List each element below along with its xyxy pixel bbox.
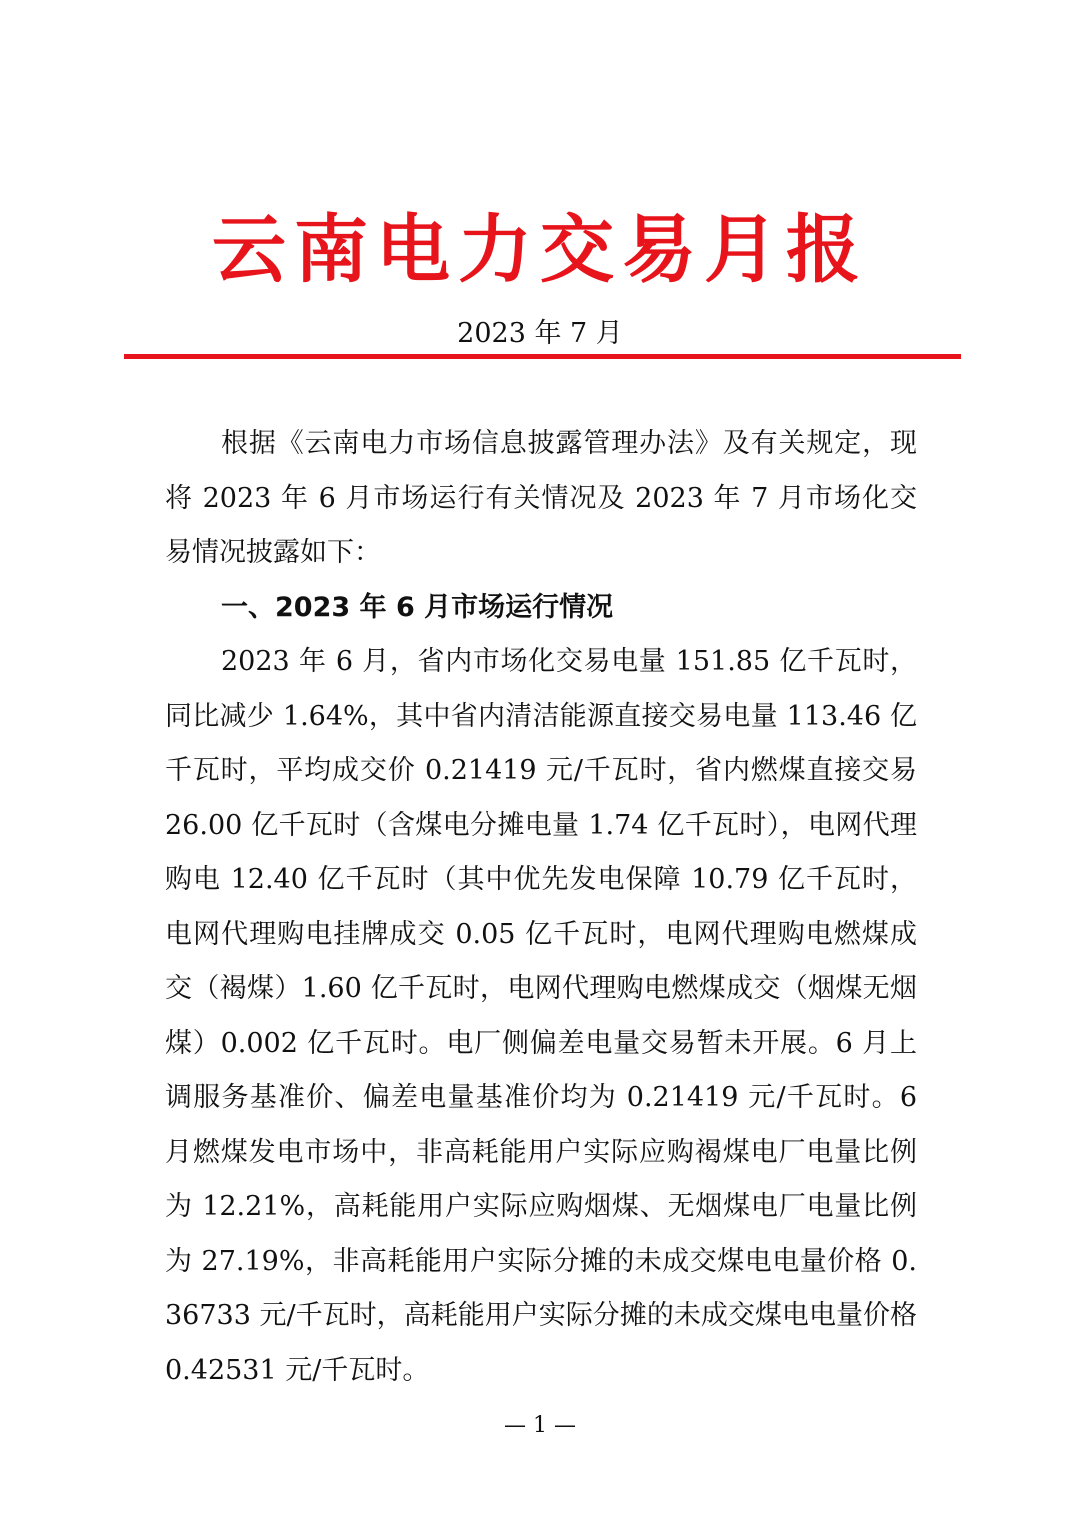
report-title: 云南电力交易月报 xyxy=(212,207,868,293)
issue-date: 2023 年 7 月 xyxy=(457,318,623,349)
body-text xyxy=(165,417,917,1398)
page-number: — 1 — xyxy=(504,1413,576,1438)
section-paragraph: 2023 年 6 月，省内市场化交易电量 151.85 亿千瓦时，同比减少 1.64%，其中省内清洁能源直接交易电量 113.46 亿千瓦时，平均成交价 0.21419 元/千瓦时，省内燃煤直接交易 26.00 亿千瓦时（含煤电分摊电量 1.74 亿千瓦时），电网代理购电 12.40 亿千瓦时（其中优先发电保障 10.79 亿千瓦时，电网代理购电挂牌成交 0.05 亿千瓦时，电网代理购电燃煤成交（褐煤）1.60 亿千瓦时，电网代理购电燃煤成交（烟煤无烟煤）0.002 亿千瓦时。电厂侧偏差电量交易暂未开展。6 月上调服务基准价、偏差电量基准价均为 0.21419 元/千瓦时。6 月燃煤发电市场中，非高耗能用户实际应购褐煤电厂电量比例为 12.21%，高耗能用户实际应购烟煤、无烟煤电厂电量比例为 27.19%，非高耗能用户实际分摊的未成交煤电电量价格 0.36733 元/千瓦时，高耗能用户实际分摊的未成交煤电电量价格 0.42531 元/千瓦时。 xyxy=(165,646,917,1386)
section-heading: 一、2023 年 6 月市场运行情况 xyxy=(221,591,614,623)
header-rule xyxy=(124,354,961,359)
intro-paragraph: 根据《云南电力市场信息披露管理办法》及有关规定，现将 2023 年 6 月市场运行有关情况及 2023 年 7 月市场化交易情况披露如下： xyxy=(165,428,917,568)
